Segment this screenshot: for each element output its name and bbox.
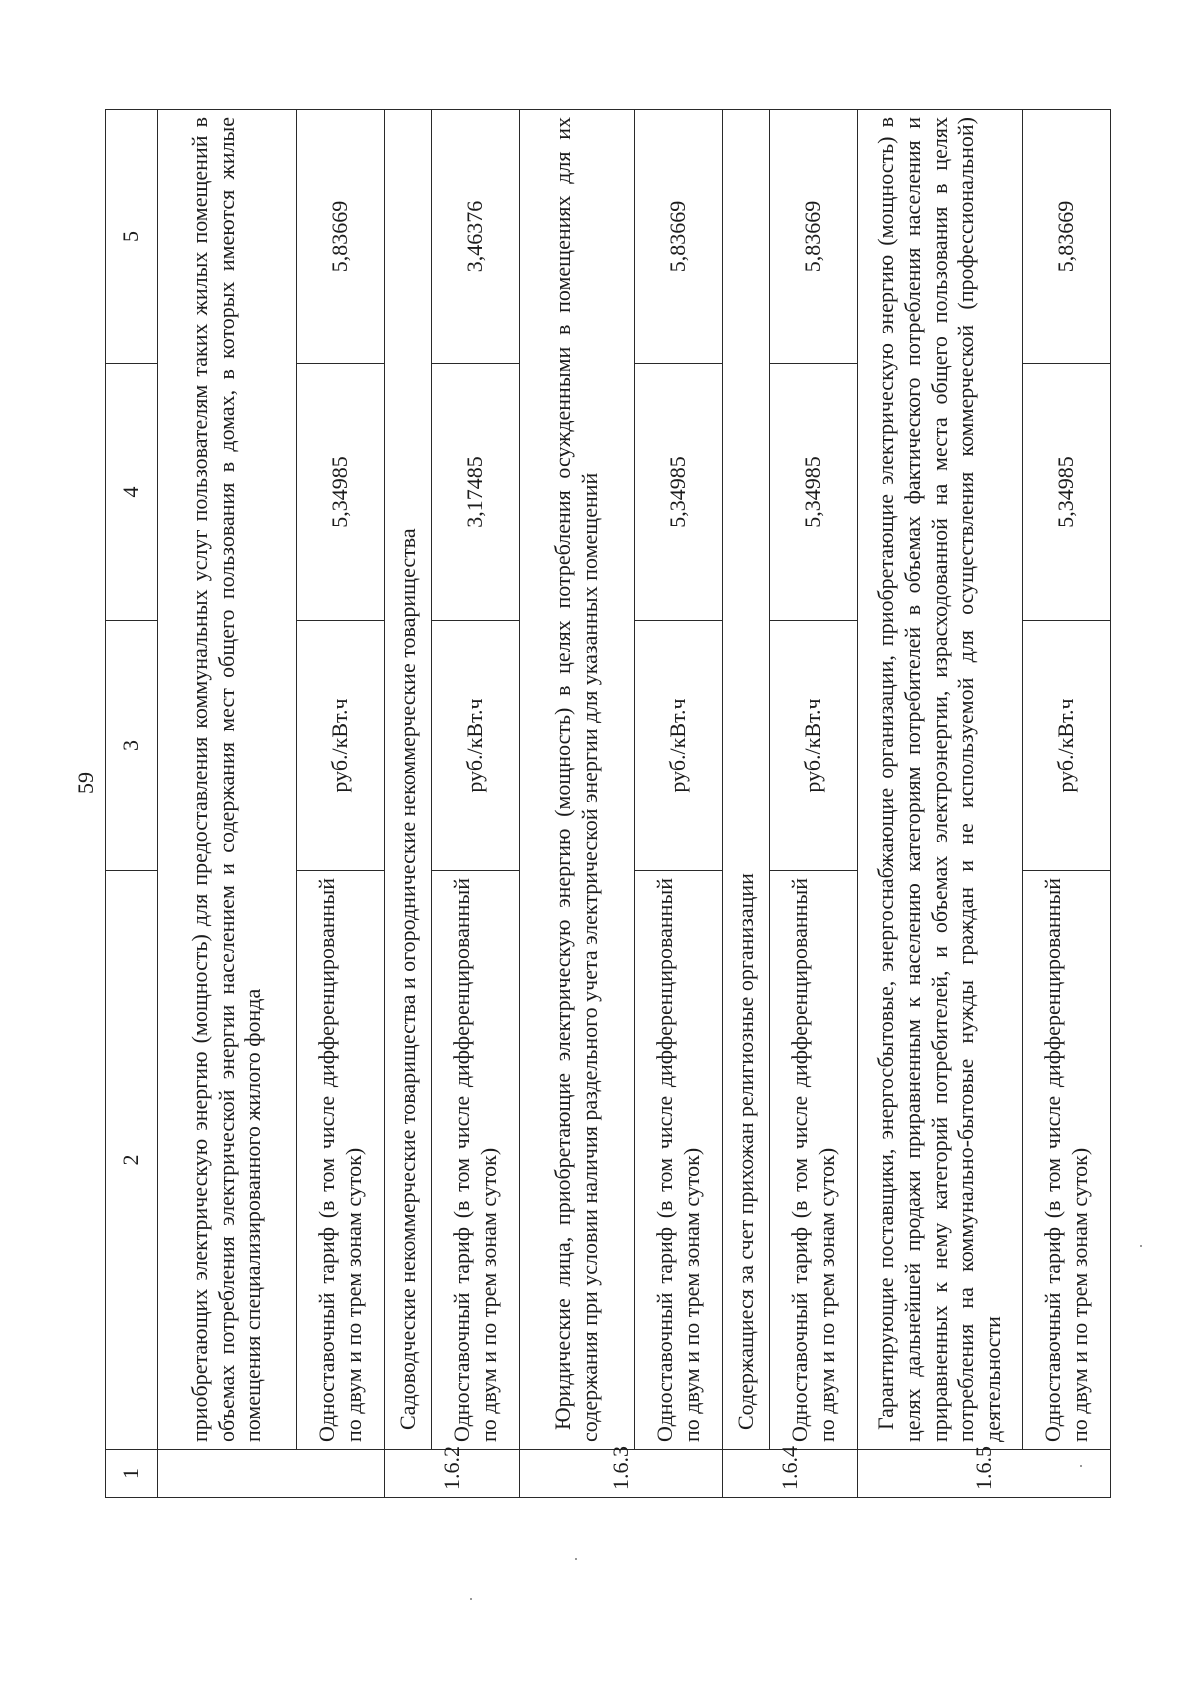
tariff-row [770, 110, 858, 1498]
tariff-value-first-half: 5,34985 [770, 364, 858, 621]
row-number: 1.6.2 [385, 1450, 520, 1498]
tariff-unit: руб./кВт.ч [1023, 621, 1111, 871]
tariff-description: Одноставочный тариф (в том числе дифференцированный по двум и по трем зонам суток) [635, 871, 723, 1450]
section-title: Садоводческие некоммерческие товарищества и огороднические некоммерческие товарищества [385, 110, 432, 1450]
scan-speck [1140, 1245, 1142, 1247]
tariff-table [105, 109, 1111, 1498]
tariff-description: Одноставочный тариф (в том числе дифференцированный по двум и по трем зонам суток) [770, 871, 858, 1450]
row-number: 1.6.5 [858, 1450, 1111, 1498]
tariff-value-first-half: 3,17485 [432, 364, 520, 621]
tariff-row [297, 110, 385, 1498]
tariff-unit: руб./кВт.ч [770, 621, 858, 871]
tariff-value-second-half: 5,83669 [297, 110, 385, 364]
column-header: 2 [106, 871, 158, 1450]
tariff-value-first-half: 5,34985 [1023, 364, 1111, 621]
tariff-unit: руб./кВт.ч [432, 621, 520, 871]
tariff-value-first-half: 5,34985 [635, 364, 723, 621]
tariff-value-first-half: 5,34985 [297, 364, 385, 621]
scan-speck [575, 1558, 577, 1560]
row-number [158, 1450, 385, 1498]
tariff-value-second-half: 5,83669 [1023, 110, 1111, 364]
column-header: 3 [106, 621, 158, 871]
tariff-description: Одноставочный тариф (в том числе дифференцированный по двум и по трем зонам суток) [1023, 871, 1111, 1450]
column-header: 5 [106, 110, 158, 364]
page-number: 59 [73, 772, 98, 794]
section-title: Юридические лица, приобретающие электрическую энергию (мощность) в целях потребления осужденными в помещениях для их содержания при условии наличия раздельного учета электрической энергии для указанных помещений [520, 110, 635, 1450]
column-header-row [106, 110, 158, 1498]
tariff-description: Одноставочный тариф (в том числе дифференцированный по двум и по трем зонам суток) [297, 871, 385, 1450]
section-row [385, 110, 432, 1498]
tariff-row [635, 110, 723, 1498]
section-row [723, 110, 770, 1498]
section-row [858, 110, 1023, 1498]
scan-speck [1080, 1465, 1082, 1467]
section-title: приобретающих электрическую энергию (мощность) для предоставления коммунальных услуг пользователям таких жилых помещений в объемах потребления электрической энергии населением и содержания мест общего пользования в домах, в которых имеются жилые помещения специализированного жилого фонда [158, 110, 297, 1450]
section-row [520, 110, 635, 1498]
tariff-unit: руб./кВт.ч [635, 621, 723, 871]
tariff-value-second-half: 3,46376 [432, 110, 520, 364]
tariff-description: Одноставочный тариф (в том числе дифференцированный по двум и по трем зонам суток) [432, 871, 520, 1450]
tariff-value-second-half: 5,83669 [635, 110, 723, 364]
scan-speck [470, 1598, 472, 1600]
tariff-row [1023, 110, 1111, 1498]
row-number: 1.6.4 [723, 1450, 858, 1498]
section-row [158, 110, 297, 1498]
tariff-unit: руб./кВт.ч [297, 621, 385, 871]
section-title: Содержащиеся за счет прихожан религиозные организации [723, 110, 770, 1450]
tariff-row [432, 110, 520, 1498]
column-header: 4 [106, 364, 158, 621]
tariff-value-second-half: 5,83669 [770, 110, 858, 364]
section-title: Гарантирующие поставщики, энергосбытовые, энергоснабжающие организации, приобретающие электрическую энергию (мощность) в целях дальнейшей продажи приравненным к населению категориям потребителей в объемах фактического потребления населения и приравненных к нему категорий потребителей, и объемах электроэнергии, израсходованной на места общего пользования в целях потребления на коммунально-бытовые нужды граждан и не используемой для осуществления коммерческой (профессиональной) деятельности [858, 110, 1023, 1450]
column-header: 1 [106, 1450, 158, 1498]
row-number: 1.6.3 [520, 1450, 723, 1498]
